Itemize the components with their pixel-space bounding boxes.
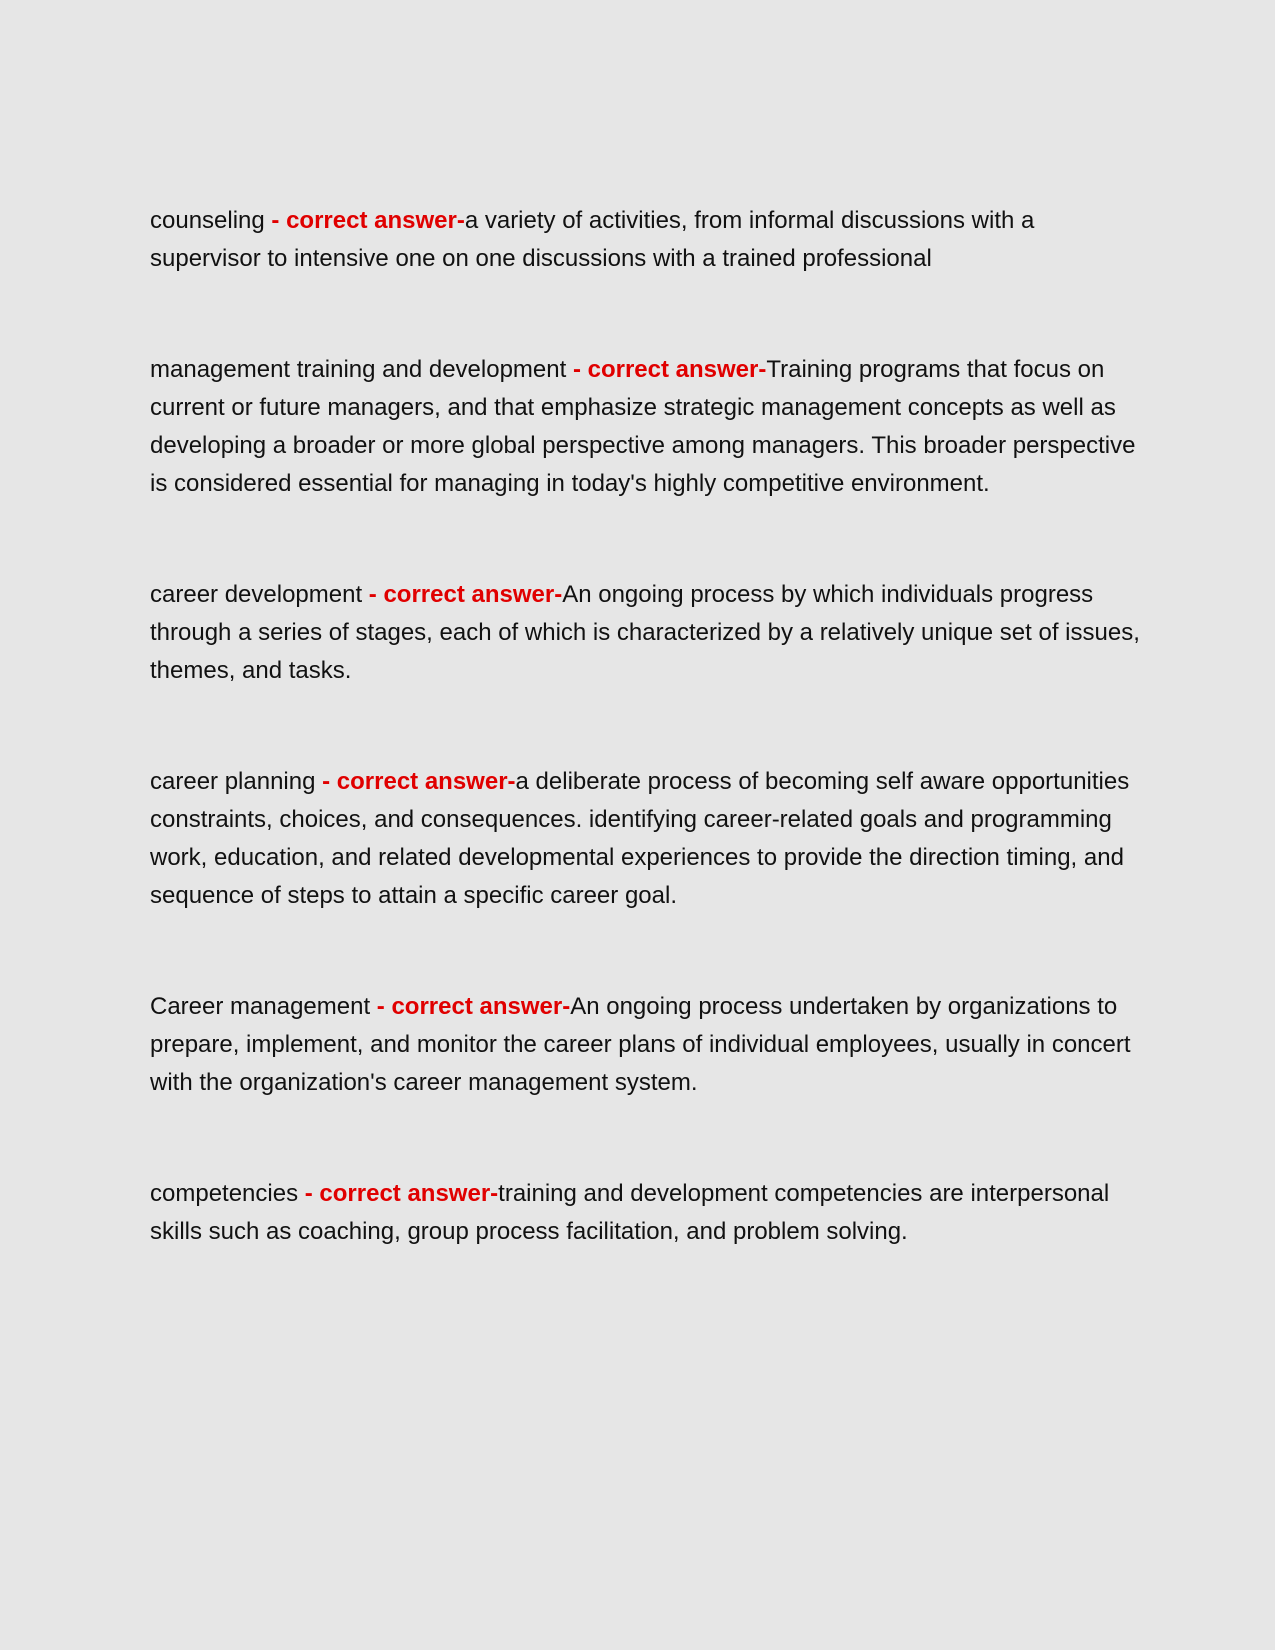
answer-separator: - correct answer-	[264, 207, 465, 234]
entry-definition: a deliberate process of becoming self aware opportunities constraints, choices, and consequences. identifying career-related goals and programming work, education, and related developmental experiences to provide the direction timing, and sequence of steps to attain a specific career goal.	[150, 768, 1130, 909]
flashcard-entry	[150, 576, 1140, 690]
flashcard-entry	[150, 202, 1140, 278]
flashcard-entry	[150, 1175, 1140, 1251]
flashcard-entry	[150, 763, 1140, 915]
entry-term: career development	[150, 581, 363, 608]
entry-term: Career management	[150, 993, 371, 1020]
entry-definition: An ongoing process undertaken by organizations to prepare, implement, and monitor the career plans of individual employees, usually in concert with the organization's career management system.	[150, 993, 1131, 1096]
flashcard-entry	[150, 988, 1140, 1102]
answer-separator: - correct answer-	[370, 993, 571, 1020]
entry-definition: Training programs that focus on current or future managers, and that emphasize strategic management concepts as well as developing a broader or more global perspective among managers. This broader perspective is considered essential for managing in today's highly competitive environment.	[150, 356, 1136, 497]
entry-term: career planning	[150, 768, 316, 795]
entry-definition: An ongoing process by which individuals progress through a series of stages, each of which is characterized by a relatively unique set of issues, themes, and tasks.	[150, 581, 1140, 684]
entry-term: management training and development	[150, 356, 567, 383]
answer-separator: - correct answer-	[315, 768, 516, 795]
entry-definition: a variety of activities, from informal discussions with a supervisor to intensive one on one discussions with a trained professional	[150, 207, 1035, 272]
flashcard-entry	[150, 351, 1140, 503]
answer-separator: - correct answer-	[298, 1180, 499, 1207]
entry-term: counseling	[150, 207, 265, 234]
entry-term: competencies	[150, 1180, 299, 1207]
entry-definition: training and development competencies are interpersonal skills such as coaching, group process facilitation, and problem solving.	[150, 1180, 1110, 1245]
answer-separator: - correct answer-	[566, 356, 767, 383]
document-page	[150, 202, 1140, 1324]
answer-separator: - correct answer-	[362, 581, 563, 608]
